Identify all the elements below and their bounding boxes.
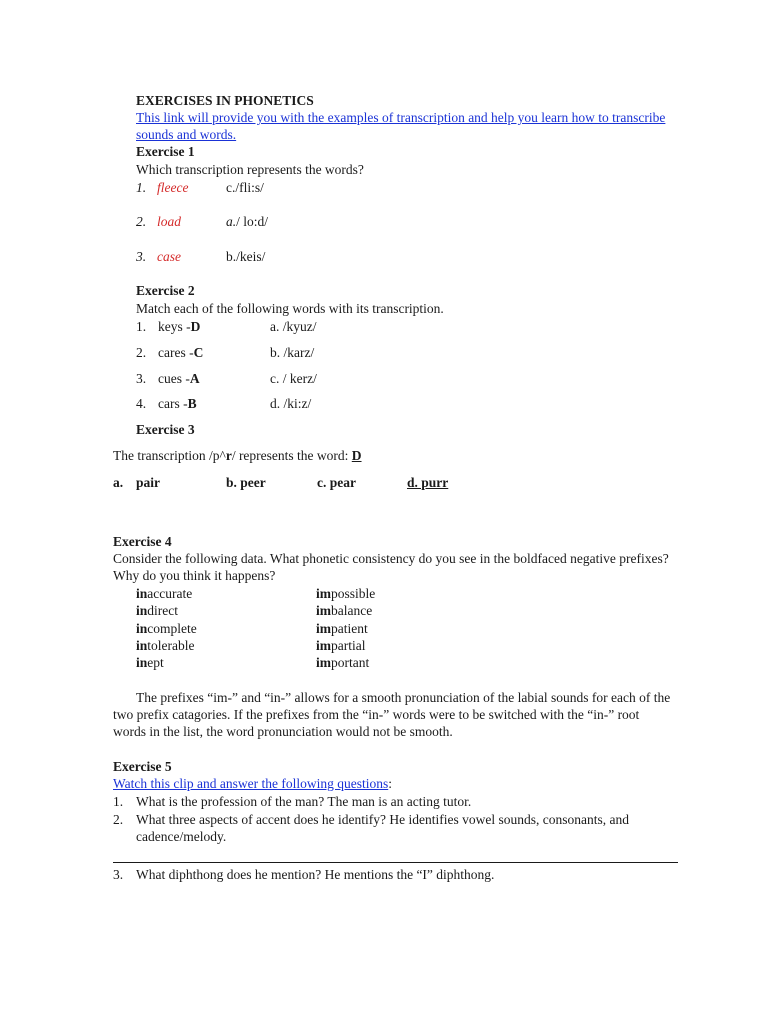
ex2-row-1-letter: D	[190, 319, 201, 334]
ex1-item-2-answer	[226, 213, 268, 230]
ex5-q3-text: What diphthong does he mention? He mentions the “I” diphthong.	[136, 867, 495, 882]
im-prefix: im	[316, 655, 331, 670]
ex3-answer: D	[351, 448, 362, 463]
ex2-row-3-word-text: cues -	[158, 371, 190, 386]
ex5-q2-text: What three aspects of accent does he identify? He identifies vowel sounds, consonants, and cadence/melody.	[136, 812, 629, 844]
ex2-row-3-letter: A	[189, 371, 200, 386]
ex1-item-3-number: 3.	[136, 249, 147, 264]
ex1-item-1-word: fleece	[157, 180, 189, 195]
ex2-row-1-option: a. /kyuz/	[270, 319, 317, 334]
exercise-4-heading: Exercise 4	[113, 534, 172, 549]
in-word-2	[136, 602, 178, 619]
im-prefix: im	[316, 621, 331, 636]
ex2-row-4-word	[158, 395, 197, 412]
exercise-4-answer: The prefixes “im-” and “in-” allows for a smooth pronunciation of the labial sounds for each of the two prefix catagories. If the prefixes from the “in-” words were to be switched with the “in-” root words in the list, the word pronunciation would not be smooth.	[113, 690, 671, 739]
exercise-3-question	[113, 447, 362, 464]
ex5-q1-number: 1.	[113, 794, 124, 809]
in-word-rest: accurate	[147, 586, 193, 601]
in-prefix: in	[136, 621, 148, 636]
ex1-item-1-number: 1.	[136, 180, 147, 195]
ex5-q1-text: What is the profession of the man? The man is an acting tutor.	[136, 794, 472, 809]
in-word-rest: complete	[147, 621, 197, 636]
ex2-row-1-number: 1.	[136, 319, 147, 334]
im-word-5	[316, 654, 369, 671]
intro-link[interactable]: This link will provide you with the examples of transcription and help you learn how to transcribe sounds and words.	[136, 110, 666, 142]
exercise-1-question: Which transcription represents the words?	[136, 162, 364, 177]
ex2-row-1-word	[158, 318, 200, 335]
ex3-choice-b: b. peer	[226, 475, 266, 490]
in-word-rest: direct	[147, 603, 178, 618]
im-word-rest: patient	[331, 621, 368, 636]
ex2-row-3-word	[158, 370, 200, 387]
ex1-item-2-answer-text: / lo:d/	[236, 214, 269, 229]
exercise-2-instruction: Match each of the following words with its transcription.	[136, 301, 444, 316]
clip-link-suffix: :	[388, 776, 392, 791]
ex5-q2-number: 2.	[113, 812, 124, 827]
ex5-q3-number: 3.	[113, 867, 124, 882]
in-prefix: in	[136, 655, 148, 670]
im-word-1	[316, 585, 375, 602]
ex2-row-4-letter: B	[187, 396, 197, 411]
exercise-3-heading: Exercise 3	[136, 422, 195, 437]
ex1-item-2-number: 2.	[136, 214, 147, 229]
ex3-choice-a: pair	[136, 475, 161, 490]
ex2-row-1-word-text: keys -	[158, 319, 191, 334]
in-word-rest: tolerable	[147, 638, 195, 653]
exercise-2-heading: Exercise 2	[136, 283, 195, 298]
im-word-rest: possible	[331, 586, 376, 601]
ex2-row-2-word-text: cares -	[158, 345, 194, 360]
ex3-choice-c: c. pear	[317, 475, 356, 490]
in-prefix: in	[136, 603, 148, 618]
ex2-row-3-number: 3.	[136, 371, 147, 386]
ex2-row-4-option: d. /ki:z/	[270, 396, 312, 411]
exercise-5-instruction	[113, 775, 392, 792]
in-word-rest: ept	[147, 655, 164, 670]
im-word-rest: balance	[331, 603, 373, 618]
in-word-3	[136, 620, 197, 637]
ex2-row-4-word-text: cars -	[158, 396, 188, 411]
ex2-row-2-word	[158, 344, 203, 361]
exercise-4-question: Consider the following data. What phonetic consistency do you see in the boldfaced negative prefixes? Why do you think it happens?	[113, 551, 669, 583]
ex1-item-2-answer-letter: a.	[226, 214, 237, 229]
im-word-rest: portant	[331, 655, 370, 670]
ex1-item-3-word: case	[157, 249, 181, 264]
clip-link[interactable]: Watch this clip and answer the following questions	[113, 776, 389, 791]
ex3-choice-d: d. purr	[407, 475, 449, 490]
in-word-1	[136, 585, 192, 602]
ex1-item-1-answer: c./fli:s/	[226, 180, 264, 195]
exercise-5-heading: Exercise 5	[113, 759, 172, 774]
page-title: EXERCISES IN PHONETICS	[136, 93, 314, 108]
exercise-1-heading: Exercise 1	[136, 144, 195, 159]
ex3-question-post: / represents the word:	[231, 448, 352, 463]
im-prefix: im	[316, 638, 331, 653]
ex3-question-r: r	[225, 448, 232, 463]
in-word-5	[136, 654, 164, 671]
horizontal-rule	[113, 862, 678, 863]
im-prefix: im	[316, 586, 331, 601]
in-prefix: in	[136, 586, 148, 601]
im-word-rest: partial	[331, 638, 366, 653]
ex2-row-2-letter: C	[193, 345, 204, 360]
im-prefix: im	[316, 603, 331, 618]
ex2-row-2-number: 2.	[136, 345, 147, 360]
im-word-2	[316, 602, 372, 619]
im-word-4	[316, 637, 365, 654]
in-word-4	[136, 637, 195, 654]
ex3-question-pre: The transcription /p^	[113, 448, 226, 463]
ex1-item-3-answer: b./keis/	[226, 249, 266, 264]
ex2-row-2-option: b. /karz/	[270, 345, 315, 360]
in-prefix: in	[136, 638, 148, 653]
ex2-row-4-number: 4.	[136, 396, 147, 411]
ex3-choice-a-letter: a.	[113, 475, 124, 490]
ex2-row-3-option: c. / kerz/	[270, 371, 317, 386]
ex1-item-2-word: load	[157, 214, 182, 229]
im-word-3	[316, 620, 368, 637]
